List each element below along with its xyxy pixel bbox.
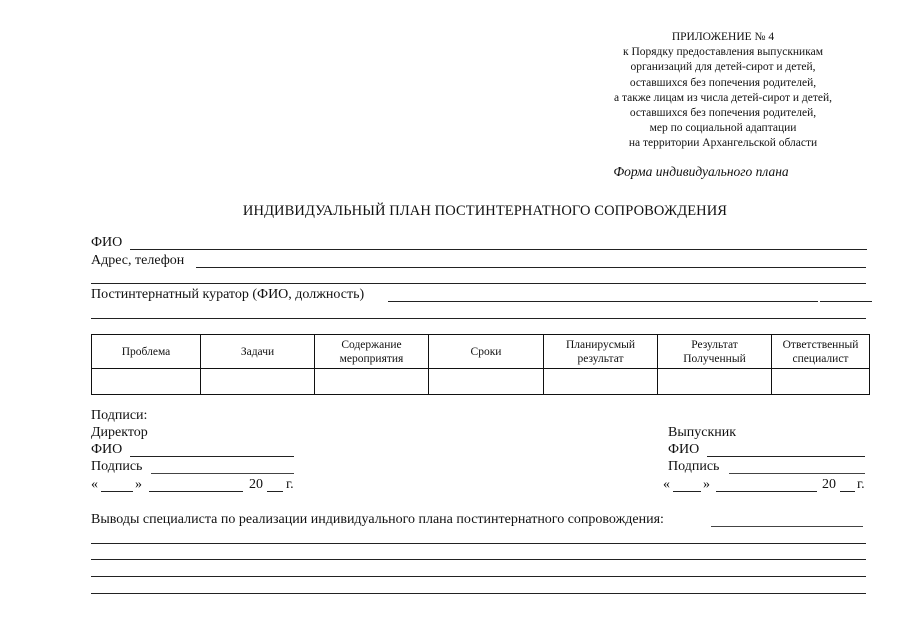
table-row [92,369,870,395]
graduate-label: Выпускник [668,425,737,440]
director-fio-line[interactable] [130,456,294,457]
graduate-year-prefix: 20 [822,477,836,492]
director-signature-line[interactable] [151,473,294,474]
director-year-line[interactable] [267,491,283,492]
table-cell[interactable] [429,369,544,395]
table-cell[interactable] [658,369,772,395]
conclusions-label: Выводы специалиста по реализации индивидуального плана постинтернатного сопровождения: [91,512,664,527]
appendix-line: а также лицам из числа детей-сирот и детей, [614,91,832,104]
graduate-fio-label: ФИО [668,442,700,457]
director-quote-close: » [135,477,142,492]
table-header-cell: Планирусмый результат [544,335,658,369]
graduate-quote-open: « [663,477,670,492]
appendix-line: на территории Архангельской области [628,137,818,150]
director-year-suffix: г. [286,477,294,492]
address-phone-label: Адрес, телефон [91,253,185,268]
curator-input-line[interactable] [388,301,818,302]
address-phone-input-line[interactable] [196,267,866,268]
table-header-cell: Ответственный специалист [772,335,870,369]
fio-label: ФИО [91,235,123,250]
appendix-line: мер по социальной адаптации [649,122,797,135]
appendix-block [578,30,868,152]
graduate-month-line[interactable] [716,491,817,492]
graduate-signature-line[interactable] [729,473,865,474]
table-cell[interactable] [92,369,201,395]
form-name: Форма индивидуального плана [613,164,789,179]
conclusions-line[interactable] [91,576,866,577]
director-fio-label: ФИО [91,442,123,457]
table-cell[interactable] [772,369,870,395]
graduate-day-line[interactable] [673,491,701,492]
conclusions-input-line[interactable] [711,526,863,527]
graduate-year-line[interactable] [840,491,855,492]
table-header-cell: Проблема [92,335,201,369]
table-cell[interactable] [315,369,429,395]
curator-extra-line[interactable] [91,318,866,319]
document-title: ИНДИВИДУАЛЬНЫЙ ПЛАН ПОСТИНТЕРНАТНОГО СОПРОВОЖДЕНИЯ [242,203,728,219]
appendix-line: к Порядку предоставления выпускникам [622,46,824,59]
graduate-year-suffix: г. [857,477,865,492]
conclusions-line[interactable] [91,593,866,594]
graduate-signature-label: Подпись [668,459,720,474]
table-header-cell: Задачи [201,335,315,369]
table-cell[interactable] [544,369,658,395]
curator-input-line-tail[interactable] [820,301,872,302]
curator-label: Постинтернатный куратор (ФИО, должность) [91,287,365,302]
conclusions-line[interactable] [91,559,866,560]
director-day-line[interactable] [101,491,133,492]
table-header-cell: Сроки [429,335,544,369]
table-header-cell: Результат Полученный [658,335,772,369]
director-signature-label: Подпись [91,459,143,474]
director-year-prefix: 20 [249,477,263,492]
graduate-quote-close: » [703,477,710,492]
address-extra-line[interactable] [91,283,866,284]
director-quote-open: « [91,477,98,492]
plan-table [91,334,870,395]
table-header-cell: Содержание мероприятия [315,335,429,369]
fio-input-line[interactable] [130,249,867,250]
appendix-line: организаций для детей-сирот и детей, [630,61,816,74]
appendix-line: ПРИЛОЖЕНИЕ № 4 [671,31,775,43]
table-header-row [92,335,870,369]
appendix-line: оставшихся без попечения родителей, [629,76,817,89]
director-label: Директор [91,425,148,440]
conclusions-line[interactable] [91,543,866,544]
appendix-line: оставшихся без попечения родителей, [629,107,817,120]
signatures-heading: Подписи: [91,408,148,423]
table-cell[interactable] [201,369,315,395]
graduate-fio-line[interactable] [707,456,865,457]
director-month-line[interactable] [149,491,243,492]
